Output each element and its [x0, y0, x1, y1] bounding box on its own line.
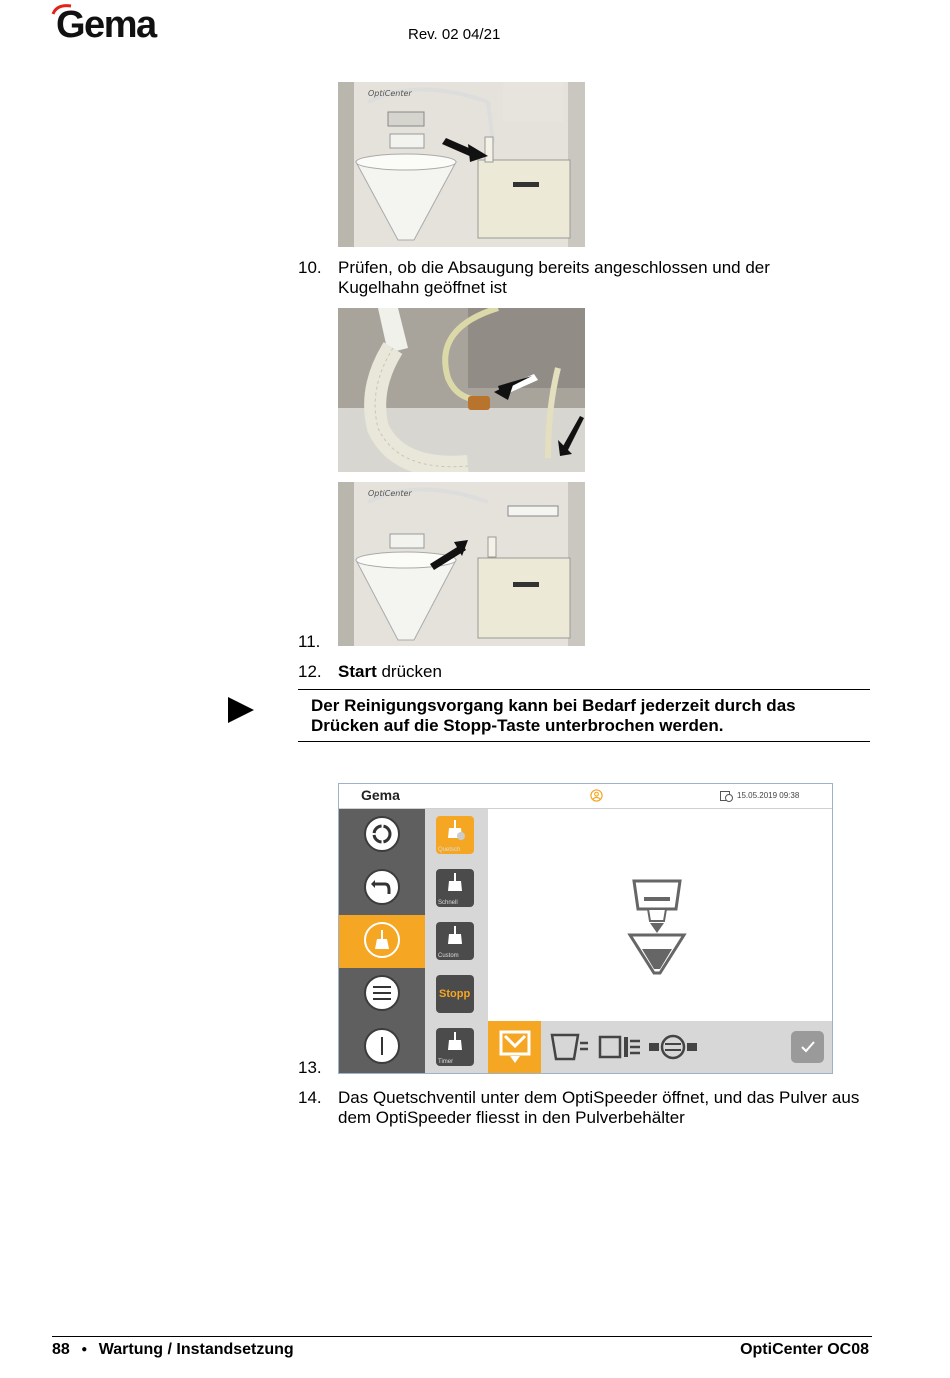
step-text [338, 662, 442, 682]
custom-button[interactable] [436, 922, 474, 960]
clock-calendar-icon [720, 790, 733, 802]
quetsch-label: Quetsch [438, 847, 461, 853]
hmi-main-menu [339, 809, 425, 1073]
step-bold-keyword: Start [338, 662, 377, 681]
menu-list-icon[interactable] [364, 975, 400, 1011]
photo-opticenter-funnel [338, 82, 585, 247]
bullet-icon: ● [81, 1344, 88, 1355]
product-name: OptiCenter OC08 [740, 1341, 869, 1358]
step-text: Das Quetschventil unter dem OptiSpeeder öffnet, und das Pulver aus dem OptiSpeeder fliesst in den Pulverbehälter [338, 1088, 860, 1127]
page-number: 88 [52, 1341, 70, 1358]
step-number: 10. [298, 258, 322, 277]
timer-button[interactable] [436, 1028, 474, 1066]
stopp-button[interactable] [436, 975, 474, 1013]
note-bottom-rule [298, 741, 870, 742]
valve-tab-active[interactable] [488, 1021, 541, 1073]
note-line: Drücken auf die Stopp-Taste unterbrochen werden. [311, 716, 724, 735]
optispeeder-valve-diagram [626, 877, 690, 977]
hmi-process-view [488, 809, 831, 1021]
step-text-rest: drücken [376, 662, 442, 681]
hmi-logo: Gema [361, 787, 400, 803]
timer-label: Timer [438, 1059, 454, 1065]
broom-icon[interactable] [364, 922, 400, 958]
pump-icon[interactable] [649, 1033, 697, 1061]
stopp-label: Stopp [439, 988, 471, 1000]
step-text: Prüfen, ob die Absaugung bereits angeschlossen und der Kugelhahn geöffnet ist [338, 258, 770, 297]
note-arrow-icon [228, 697, 254, 723]
note-line: Der Reinigungsvorgang kann bei Bedarf jederzeit durch das [311, 696, 796, 715]
section-title: Wartung / Instandsetzung [98, 1341, 294, 1358]
hmi-cleaning-buttons [425, 809, 488, 1073]
hmi-datetime: 15.05.2019 09:38 [737, 791, 800, 800]
hmi-screenshot [338, 783, 833, 1074]
broom-icon [445, 926, 465, 948]
broom-icon [445, 820, 465, 842]
container-icon[interactable] [550, 1033, 590, 1061]
footer-rule [52, 1336, 872, 1337]
step-number: 12. [298, 662, 322, 681]
hmi-bottom-bar [488, 1021, 832, 1073]
custom-label: Custom [438, 953, 459, 959]
note-top-rule [298, 689, 870, 690]
broom-icon [445, 873, 465, 895]
photo-opticenter-label: OptiCenter [368, 489, 412, 498]
checkmark-icon [800, 1040, 816, 1054]
schnell-button[interactable] [436, 869, 474, 907]
quetsch-button[interactable] [436, 816, 474, 854]
note-text [311, 696, 851, 736]
footer-page-section [52, 1341, 294, 1359]
user-icon [590, 789, 603, 802]
photo-opticenter-label: OptiCenter [368, 89, 412, 98]
confirm-button[interactable] [791, 1031, 824, 1063]
cycle-icon[interactable] [364, 816, 400, 852]
step-number: 14. [298, 1088, 322, 1107]
photo-opticenter-hose [338, 482, 585, 646]
step-number: 13. [298, 1058, 322, 1077]
hmi-top-bar [339, 784, 832, 809]
pinch-valve-icon [499, 1030, 531, 1064]
broom-icon [445, 1032, 465, 1054]
sieve-icon[interactable] [598, 1033, 642, 1061]
return-arrow-icon[interactable] [364, 869, 400, 905]
photo-hose-ball-valve [338, 308, 585, 472]
schnell-label: Schnell [438, 900, 458, 906]
gema-logo: Gema [56, 4, 156, 46]
revision-label: Rev. 02 04/21 [408, 26, 501, 43]
step-number: 11. [298, 632, 321, 651]
power-icon[interactable] [364, 1028, 400, 1064]
